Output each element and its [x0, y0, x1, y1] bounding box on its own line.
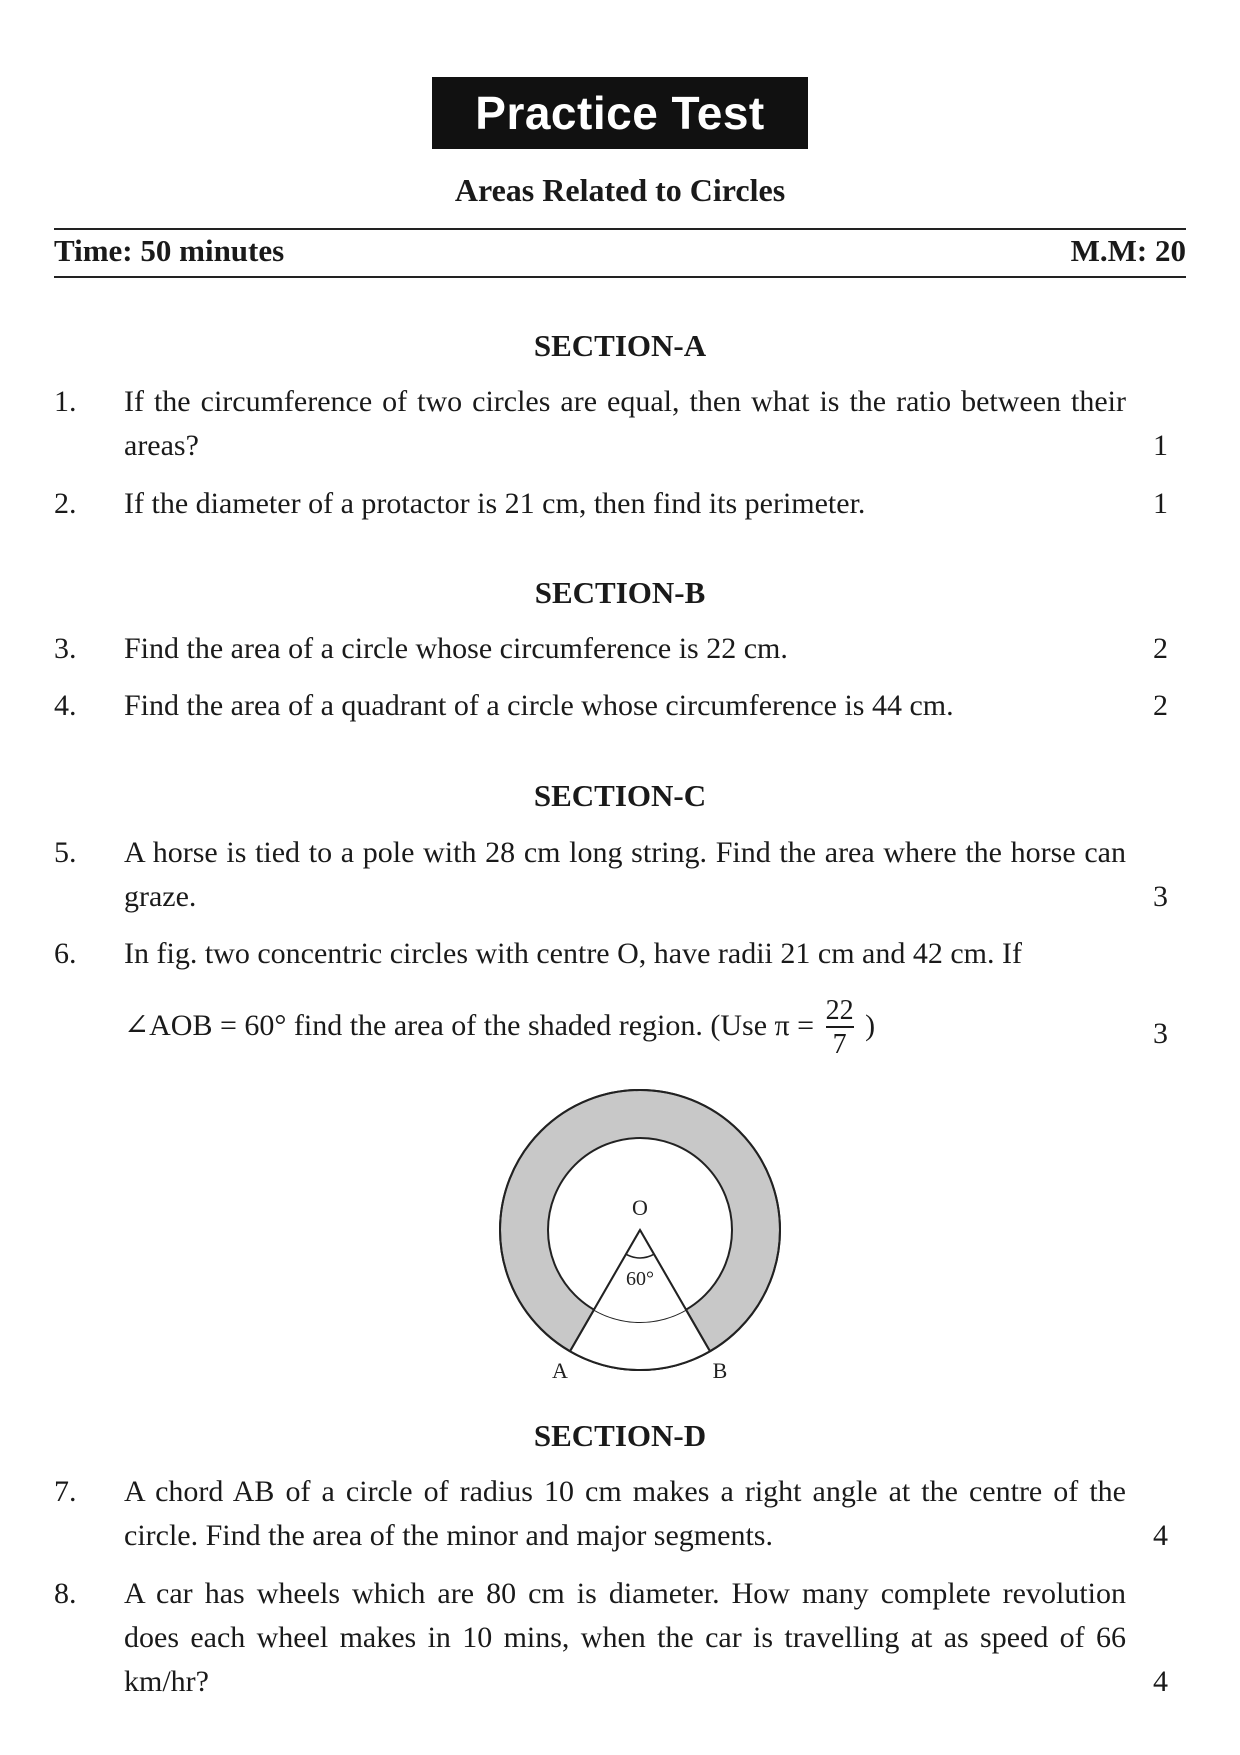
question-number: 8.	[54, 1577, 77, 1610]
question-marks: 2	[1153, 632, 1168, 665]
question-4	[54, 684, 1186, 728]
question-marks: 3	[1153, 880, 1168, 913]
concentric-circles-figure	[490, 1080, 790, 1380]
angle-label: 60°	[626, 1268, 654, 1290]
question-text: A car has wheels which are 80 cm is diameter. How many complete revolution does each wheel makes in 10 mins, when the car is travelling at as speed of 66 km/hr?	[124, 1577, 1126, 1698]
question-text: If the circumference of two circles are equal, then what is the ratio between their areas?	[124, 385, 1126, 462]
center-label: O	[632, 1195, 648, 1220]
question-number: 7.	[54, 1475, 77, 1508]
question-number: 6.	[54, 937, 77, 970]
time-label: Time: 50 minutes	[54, 233, 285, 268]
question-text: Find the area of a quadrant of a circle whose circumference is 44 cm.	[124, 689, 954, 722]
question-6	[54, 932, 1186, 1060]
top-rule	[54, 228, 1186, 230]
question-5	[54, 831, 1186, 919]
question-number: 5.	[54, 836, 77, 869]
question-number: 1.	[54, 385, 77, 418]
question-number: 3.	[54, 632, 77, 665]
section-d-heading: SECTION-D	[533, 1418, 707, 1453]
page-title: Practice Test	[432, 77, 808, 149]
meta-row	[54, 233, 1186, 269]
pi-fraction	[826, 996, 854, 1060]
question-text-part: )	[865, 1008, 876, 1042]
section-c-heading: SECTION-C	[533, 778, 707, 813]
question-8	[54, 1572, 1186, 1704]
question-marks: 1	[1153, 487, 1168, 520]
question-7	[54, 1470, 1186, 1558]
question-marks: 4	[1153, 1665, 1168, 1698]
subject-title: Areas Related to Circles	[454, 172, 786, 208]
question-text: If the diameter of a protactor is 21 cm, then find its perimeter.	[124, 487, 866, 520]
question-marks: 1	[1153, 429, 1168, 462]
pi-numerator: 22	[825, 995, 854, 1026]
question-2	[54, 482, 1186, 526]
question-text: Find the area of a circle whose circumference is 22 cm.	[124, 632, 788, 665]
question-text: A horse is tied to a pole with 28 cm long string. Find the area where the horse can graze.	[124, 836, 1126, 913]
section-b-heading: SECTION-B	[534, 575, 706, 610]
question-text: A chord AB of a circle of radius 10 cm makes a right angle at the centre of the circle. Find the area of the minor and major segments.	[124, 1475, 1126, 1552]
question-marks: 3	[1153, 1017, 1168, 1050]
question-number: 4.	[54, 689, 77, 722]
question-text-line2	[124, 996, 1186, 1060]
question-1	[54, 380, 1186, 468]
question-number: 2.	[54, 487, 77, 520]
pi-denominator: 7	[826, 1026, 854, 1060]
question-3	[54, 627, 1186, 671]
question-marks: 2	[1153, 689, 1168, 722]
question-marks: 4	[1153, 1519, 1168, 1552]
section-a-heading: SECTION-A	[533, 328, 707, 363]
question-text-part: ∠AOB = 60° find the area of the shaded region. (Use π =	[124, 1008, 815, 1042]
bottom-rule	[54, 276, 1186, 278]
point-a-label: A	[552, 1358, 568, 1380]
max-marks-label: M.M: 20	[1070, 233, 1186, 268]
point-b-label: B	[712, 1358, 728, 1380]
question-text: In fig. two concentric circles with centre O, have radii 21 cm and 42 cm. If	[124, 937, 1022, 970]
